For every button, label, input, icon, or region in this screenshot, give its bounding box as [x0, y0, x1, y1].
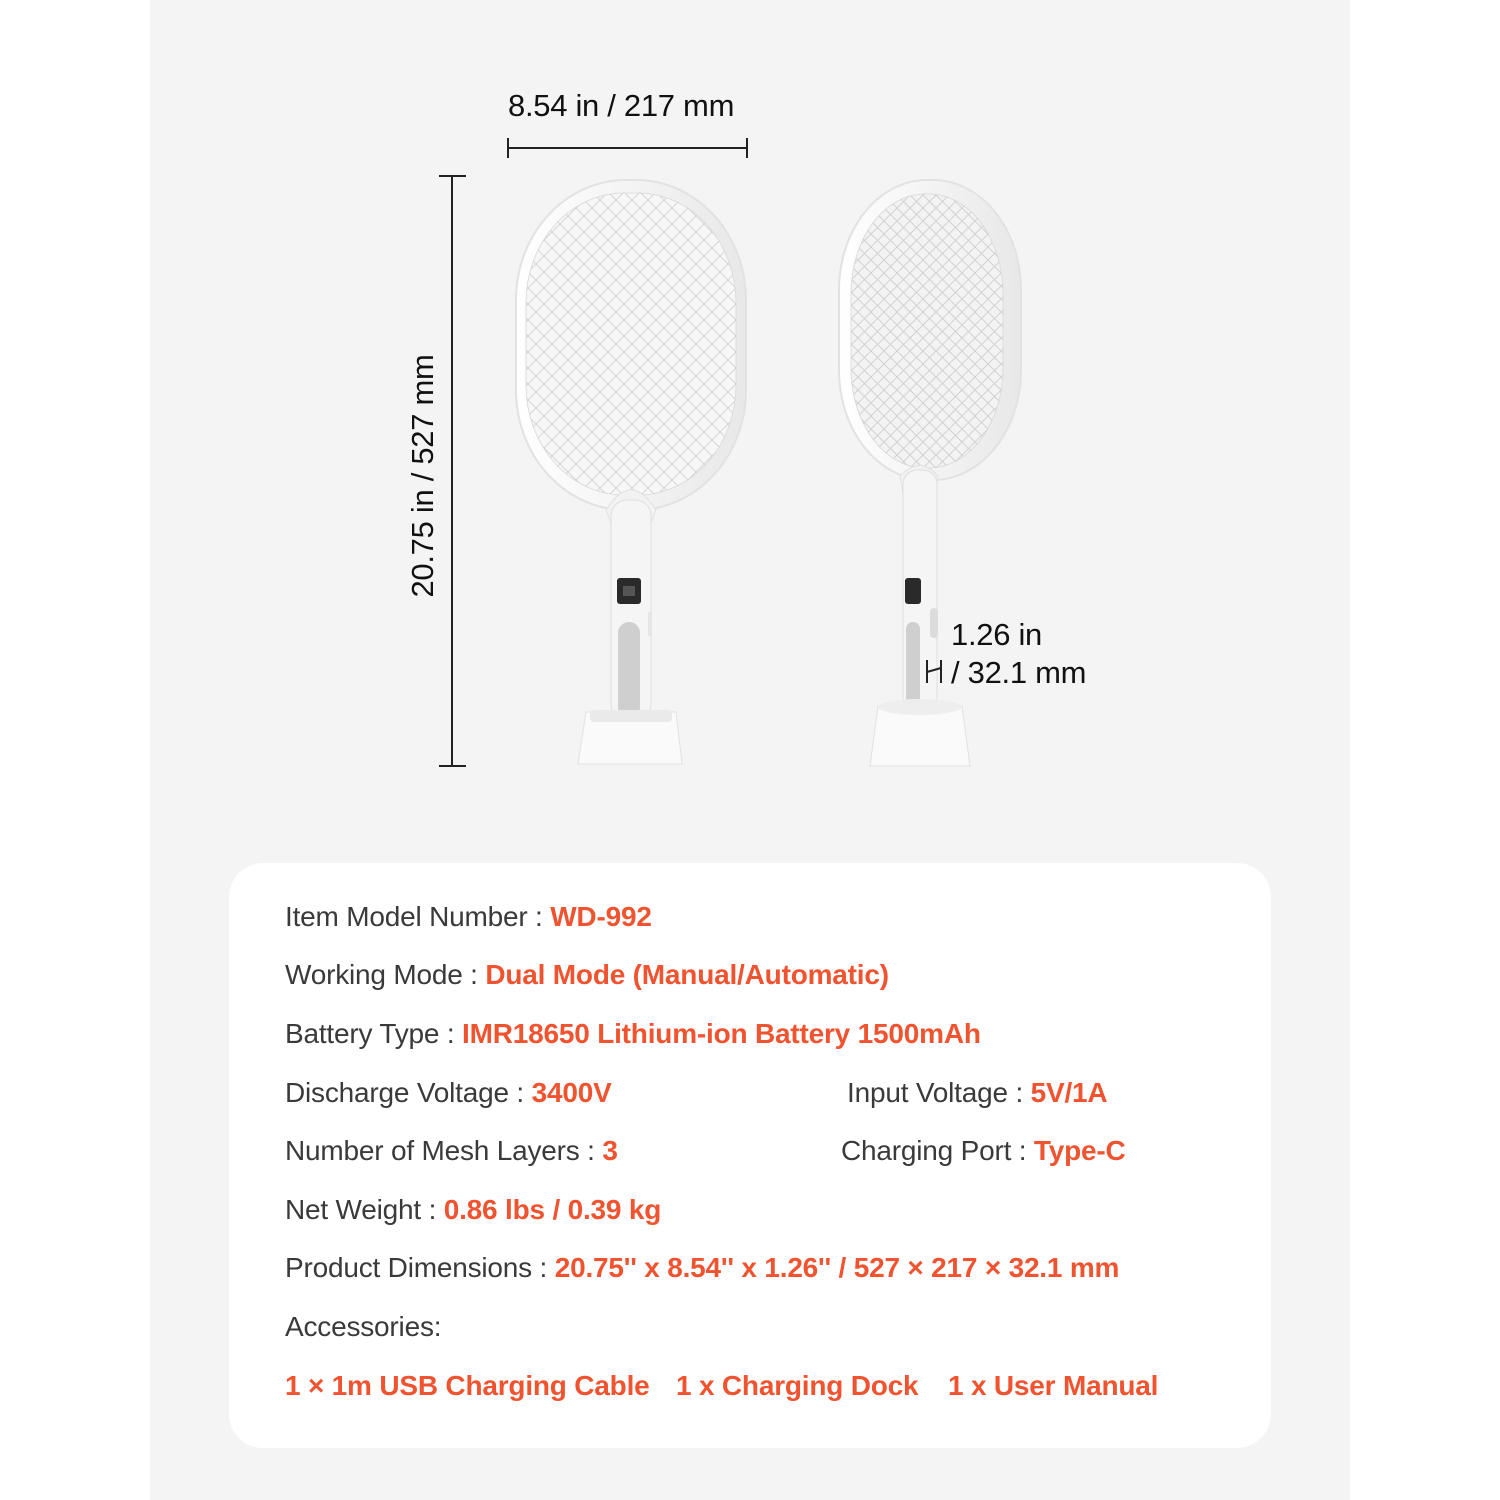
width-label: 8.54 in / 217 mm: [508, 88, 735, 123]
spec-label: Number of Mesh Layers :: [285, 1135, 603, 1166]
spec-row-net-weight: [285, 1194, 661, 1226]
spec-row-product-dimensions: [285, 1252, 1119, 1284]
spec-row-model: [285, 901, 652, 933]
width-dimension-line: [508, 138, 747, 158]
spec-label: Working Mode :: [285, 959, 486, 990]
spec-label: Item Model Number :: [285, 901, 551, 932]
spec-row-working-mode: [285, 959, 889, 991]
spec-value: 3: [602, 1135, 618, 1166]
spec-label: Input Voltage :: [847, 1077, 1031, 1108]
thickness-label-line-1: 1.26 in: [951, 617, 1042, 652]
height-dimension-line: [439, 176, 466, 766]
spec-value: 0.86 lbs / 0.39 kg: [443, 1194, 662, 1225]
spec-label: Discharge Voltage :: [285, 1077, 532, 1108]
spec-row-discharge-voltage: [285, 1077, 612, 1109]
accessories-heading: Accessories:: [285, 1311, 442, 1342]
spec-label: Product Dimensions :: [285, 1252, 555, 1283]
spec-row-charging-port: [841, 1135, 1126, 1167]
spec-label: Charging Port :: [841, 1135, 1034, 1166]
spec-value: Dual Mode (Manual/Automatic): [485, 959, 889, 990]
spec-label: Battery Type :: [285, 1018, 463, 1049]
spec-value: 5V/1A: [1030, 1077, 1108, 1108]
spec-value: 20.75'' x 8.54'' x 1.26'' / 527 × 217 × 32.1 mm: [554, 1252, 1120, 1283]
spec-row-input-voltage: [847, 1077, 1107, 1109]
spec-value: Type-C: [1033, 1135, 1126, 1166]
spec-value: IMR18650 Lithium-ion Battery 1500mAh: [462, 1018, 981, 1049]
spec-value: WD-992: [550, 901, 652, 932]
thickness-label-line-2: / 32.1 mm: [951, 655, 1087, 690]
spec-row-mesh-layers: [285, 1135, 618, 1167]
racket-front-view: [516, 180, 746, 764]
height-label: 20.75 in / 527 mm: [405, 354, 440, 598]
spec-label: Net Weight :: [285, 1194, 444, 1225]
accessory-item-dock: 1 x Charging Dock: [676, 1370, 919, 1401]
spec-row-battery: [285, 1018, 981, 1050]
accessory-item-cable: 1 × 1m USB Charging Cable: [285, 1370, 650, 1401]
accessory-item-manual: 1 x User Manual: [948, 1370, 1159, 1401]
spec-value: 3400V: [531, 1077, 612, 1108]
